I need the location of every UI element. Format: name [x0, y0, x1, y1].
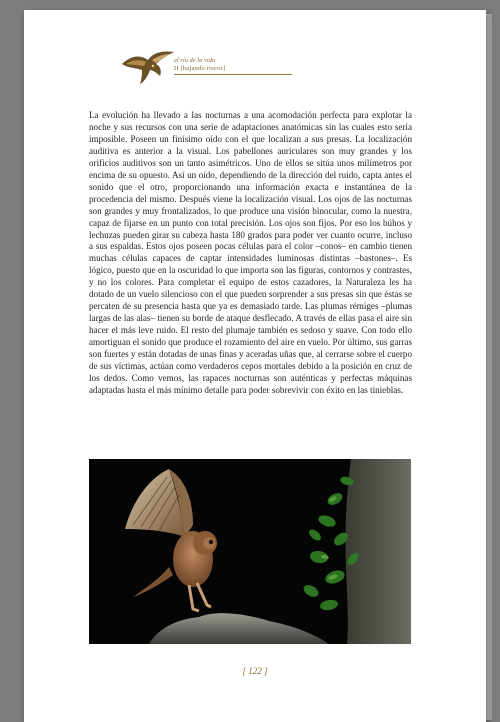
page-edge-shadow: [486, 14, 492, 720]
page-number: [ 122 ]: [242, 666, 268, 676]
header-rule: [174, 74, 292, 75]
section-title: II [bajando riscos]: [174, 65, 226, 72]
body-paragraph: La evolución ha llevado a las nocturnas a una acomodación perfecta para explotar la noche y sus recursos con una serie de adaptaciones anatómicas sin las cuales esto sería imposible. Poseen un finísimo oído con el que localizan a sus presas. La localización auditiva es anterior a la visual. Los pabellones auriculares son muy grandes y los orificios auditivos son un tanto asimétricos. Uno de ellos se sitúa unos milímetros por encima de su opuesto. Así un oído, dependiendo de la dirección del ruido, capta antes el sonido que el otro, proporcionando una información exacta e instantánea de la procedencia del mismo. Después viene la localización visual. Los ojos de las nocturnas son grandes y muy frontalizados, lo que produce una visión binocular, como la nuestra, capaz de fijarse en un punto con total precisión. Los ojos son fijos. Por eso los búhos y lechuzas pueden girar su cabeza hasta 180 grados para poder ver cuanto ocurre, incluso a sus espaldas. Estos ojos poseen pocas células para el color –conos– en cambio tienen muchas células capaces de captar intensidades luminosas distintas –bastones–. Es lógico, puesto que en la oscuridad lo que importa son las figuras, contornos y contrastes, y no los colores. Para completar el equipo de estos cazadores, la Naturaleza les ha dotado de un vuelo silencioso con el que pueden sorprender a sus presas sin que éstas se percaten de su presencia hasta que ya es demasiado tarde. Las plumas rémiges –plumas largas de las alas– tienen su borde de ataque desflecado. A través de ellas pasa el aire sin hacer el más leve ruido. El resto del plumaje también es sedoso y suave. Con todo ello amortiguan el sonido que produce el rozamiento del aire en vuelo. Por último, sus garras son fuertes y están dotadas de unas finas y aceradas uñas que, al cerrarse sobre el cuerpo de sus víctimas, actúan como verdaderos cepos mortales debido a la posición en cruz de los dedos. Como vemos, las rapaces nocturnas son auténticas y perfectas máquinas adaptadas hasta el más mínimo detalle para poder sobrevivir con éxito en las tinieblas.: [89, 110, 412, 395]
tawny-owl-landing-photo: [89, 459, 411, 644]
running-header: [120, 46, 260, 86]
series-title: el río de la vida: [174, 57, 216, 64]
header-text: [174, 57, 294, 73]
owl-in-flight-icon: [120, 46, 176, 86]
book-page: [24, 10, 486, 722]
owl-photo: [89, 459, 411, 644]
